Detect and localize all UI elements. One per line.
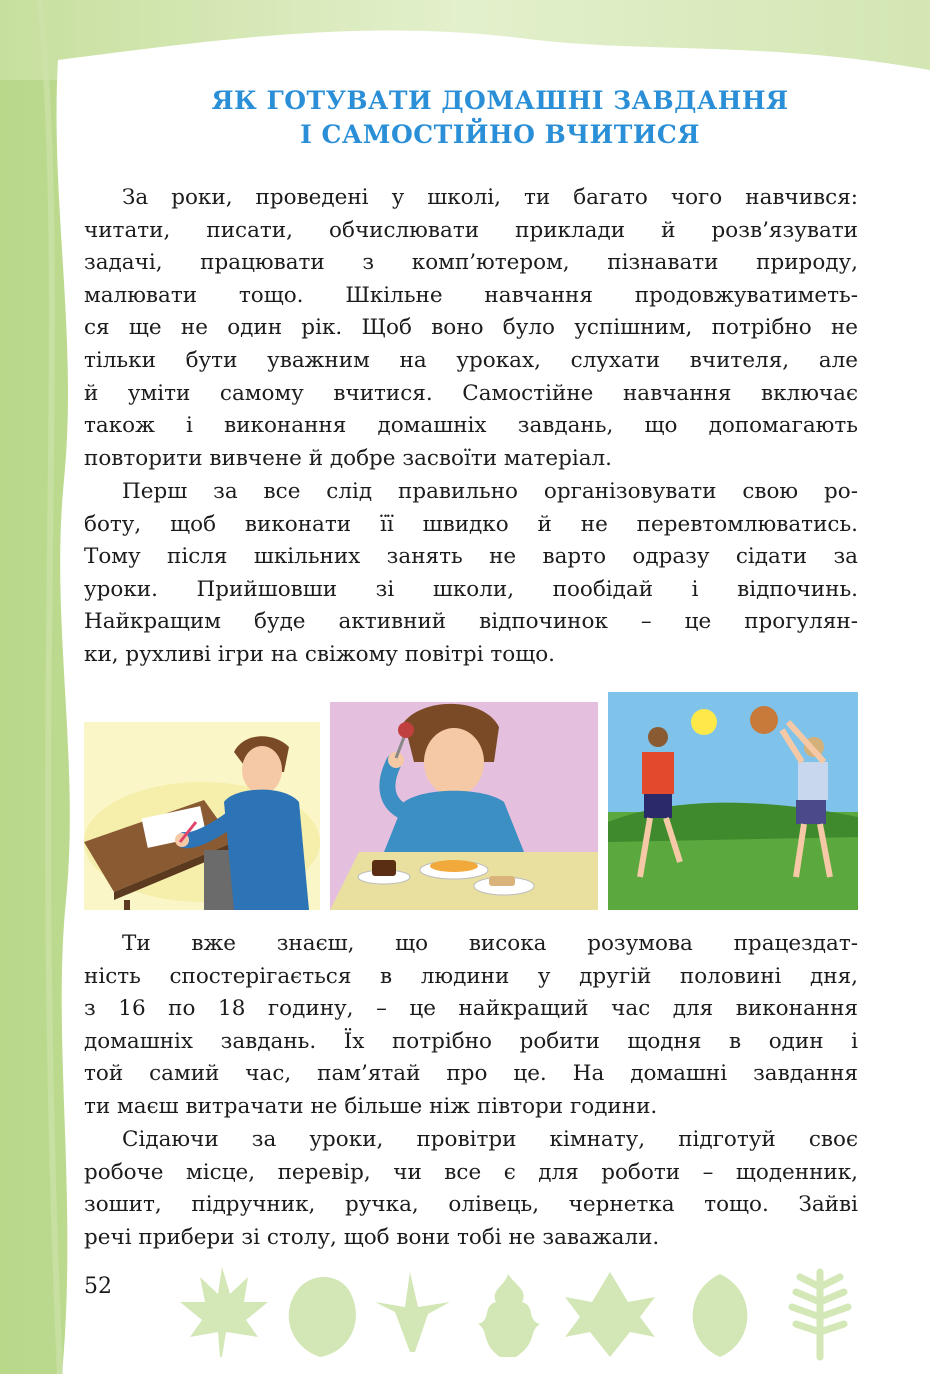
- page-number: 52: [84, 1274, 112, 1299]
- text-line: робоче місце, перевір, чи все є для роботи – щоденник,: [84, 1159, 858, 1185]
- paragraph-2: [84, 476, 858, 672]
- paragraph-3: [84, 928, 858, 1124]
- title-line-1: ЯК ГОТУВАТИ ДОМАШНІ ЗАВДАННЯ: [211, 86, 789, 115]
- text-line: з 16 по 18 годину, – це найкращий час для виконання: [84, 996, 858, 1022]
- text-line: той самий час, пам’ятай про це. На домашні завдання: [84, 1061, 858, 1087]
- text-line: боту, щоб виконати її швидко й не перевтомлюватись.: [84, 511, 858, 537]
- round-leaf-icon: [289, 1277, 356, 1357]
- text-line: задачі, працювати з комп’ютером, пізнавати природу,: [84, 250, 858, 276]
- text-line: Найкращим буде активний відпочинок – це прогулян-: [84, 609, 858, 635]
- text-line: Ти вже знаєш, що висока розумова працездат-: [122, 931, 858, 956]
- text-line: ся ще не один рік. Щоб воно було успішним, потрібно не: [84, 315, 858, 341]
- text-line: тільки бути уважним на уроках, слухати вчителя, але: [84, 347, 858, 373]
- illustrations-strip: [84, 692, 858, 910]
- text-line: ки, рухливі ігри на свіжому повітрі тощо.: [84, 641, 556, 667]
- boy-writing-at-desk-illustration: [84, 722, 320, 910]
- text-line: ти маєш витрачати не більше ніж півтори години.: [84, 1093, 658, 1119]
- text-line: речі прибери зі столу, щоб вони тобі не заважали.: [84, 1224, 660, 1250]
- boy-eating-lunch-illustration: [330, 702, 598, 910]
- text-line: й уміти самому вчитися. Самостійне навчання включає: [84, 380, 858, 406]
- maple-leaf-icon: [180, 1267, 268, 1357]
- text-line: ність спостерігається в людини у другій половині дня,: [84, 963, 858, 989]
- text-line: Сідаючи за уроки, провітри кімнату, підготуй своє: [122, 1127, 858, 1152]
- fern-leaf-icon: [792, 1272, 848, 1357]
- text-line: повторити вивчене й добре засвоїти матеріал.: [84, 445, 613, 471]
- paragraph-4: [84, 1124, 858, 1254]
- oval-leaf-icon: [693, 1274, 748, 1357]
- text-line: також і виконання домашніх завдань, що допомагають: [84, 413, 858, 439]
- text-line: Тому після шкільних занять не варто одразу сідати за: [84, 544, 858, 570]
- text-line: уроки. Прийшовши зі школи, пообідай і відпочинь.: [84, 576, 858, 602]
- oak-leaf-icon: [478, 1274, 540, 1357]
- chestnut-leaf-icon: [375, 1272, 450, 1352]
- page-title: [70, 84, 930, 152]
- paragraph-1: [84, 182, 858, 475]
- text-line: Перш за все слід правильно організовувати свою ро-: [122, 479, 858, 504]
- text-line: читати, писати, обчислювати приклади й розв’язувати: [84, 217, 858, 243]
- text-line: домашніх завдань. Їх потрібно робити щодня в один і: [84, 1028, 858, 1054]
- boys-playing-ball-illustration: [608, 692, 858, 910]
- ivy-leaf-icon: [565, 1272, 655, 1357]
- title-line-2: І САМОСТІЙНО ВЧИТИСЯ: [300, 120, 700, 149]
- text-line: За роки, проведені у школі, ти багато чого навчився:: [122, 185, 858, 210]
- text-line: зошит, підручник, ручка, олівець, чернетка тощо. Зайві: [84, 1192, 858, 1218]
- text-line: малювати тощо. Шкільне навчання продовжуватиметь-: [84, 282, 858, 308]
- decorative-leaves: [160, 1262, 930, 1362]
